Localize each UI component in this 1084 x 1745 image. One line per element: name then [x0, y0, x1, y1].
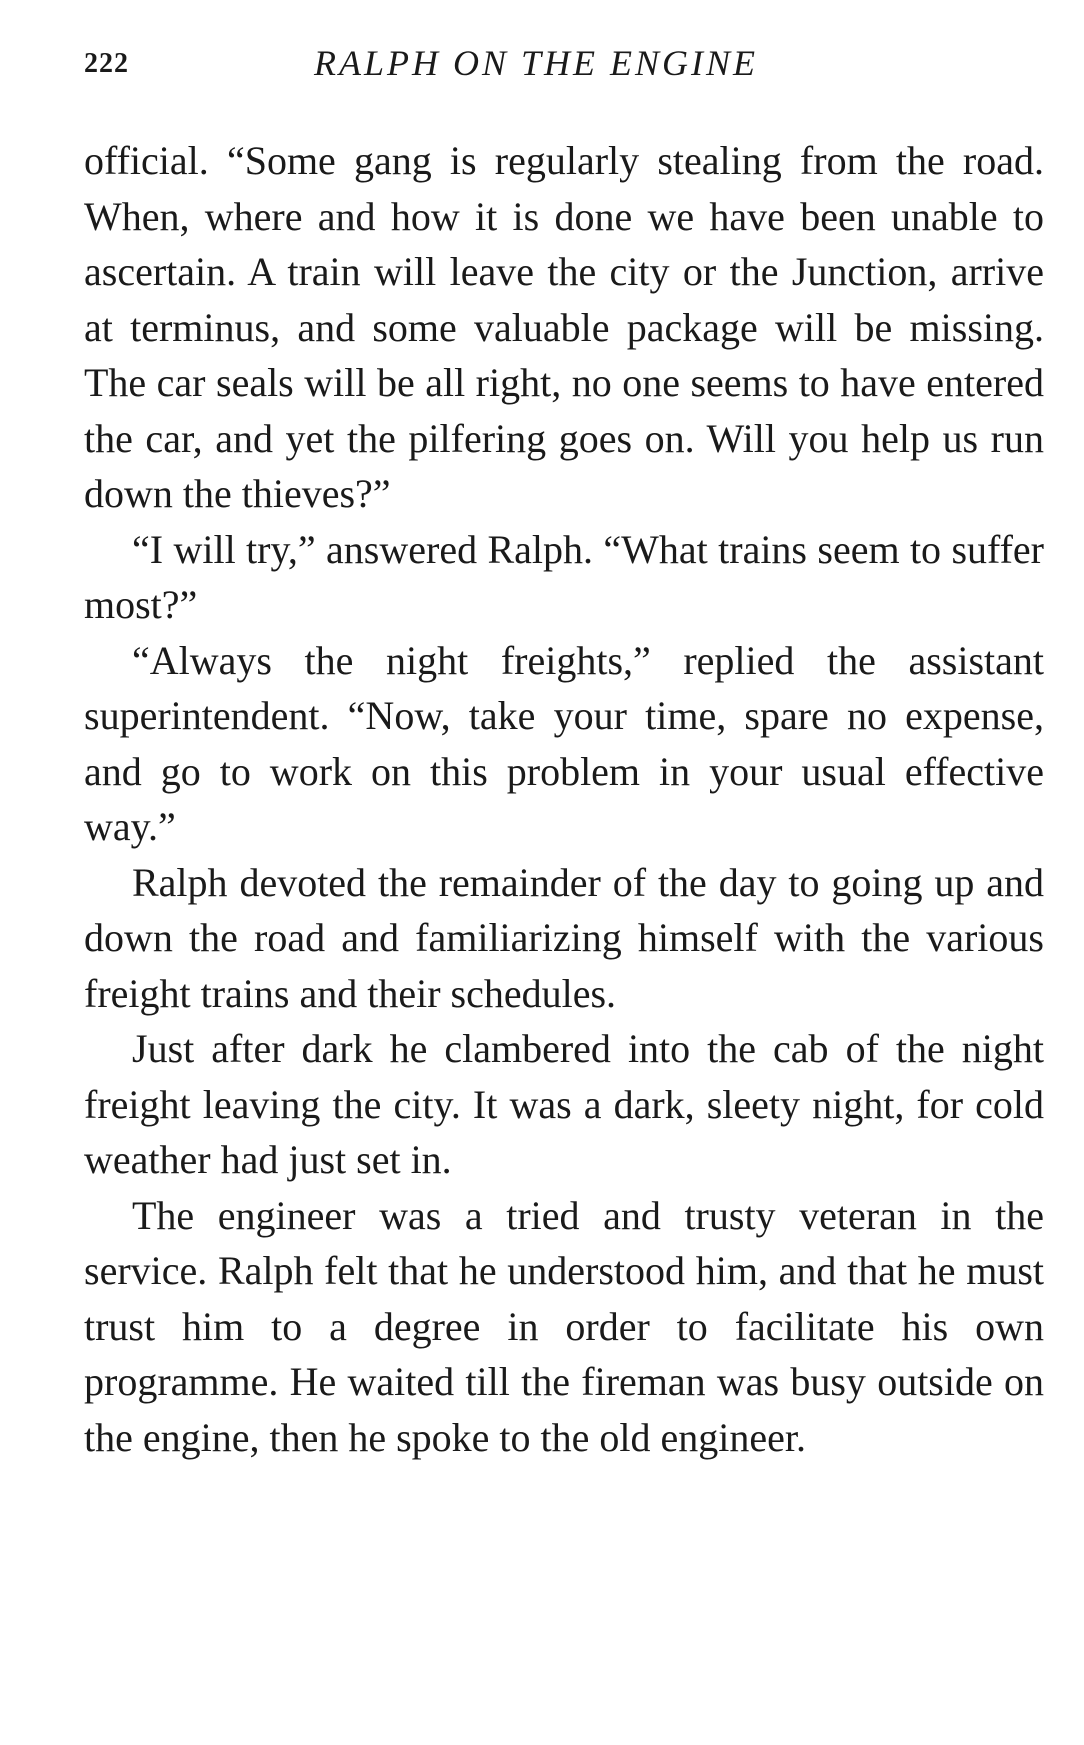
paragraph: “I will try,” answered Ralph. “What trains seem to suffer most?”: [84, 526, 1044, 627]
page-number: 222: [84, 48, 129, 79]
paragraph: “Always the night freights,” replied the assistant superintendent. “Now, take your time, spare no expense, and go to work on this problem in your usual effective way.”: [84, 637, 1044, 849]
running-title: RALPH ON THE ENGINE: [314, 43, 758, 83]
paragraph: The engineer was a tried and trusty veteran in the service. Ralph felt that he understood him, and that he must trust him to a degree in order to facilitate his own programme. He waited till the fireman was busy outside on the engine, then he spoke to the old engineer.: [84, 1192, 1044, 1460]
paragraph: Just after dark he clambered into the cab of the night freight leaving the city. It was a dark, sleety night, for cold weather had just set in.: [84, 1026, 1044, 1182]
body-text: [84, 133, 1044, 1465]
paragraph: Ralph devoted the remainder of the day to going up and down the road and familiarizing himself with the various freight trains and their schedules.: [84, 859, 1044, 1016]
page-header: [84, 42, 1044, 92]
paragraph: official. “Some gang is regularly stealing from the road. When, where and how it is done we have been unable to ascertain. A train will leave the city or the Junction, arrive at terminus, and some valuable package will be missing. The car seals will be all right, no one seems to have entered the car, and yet the pilfering goes on. Will you help us run down the thieves?”: [84, 138, 1044, 516]
